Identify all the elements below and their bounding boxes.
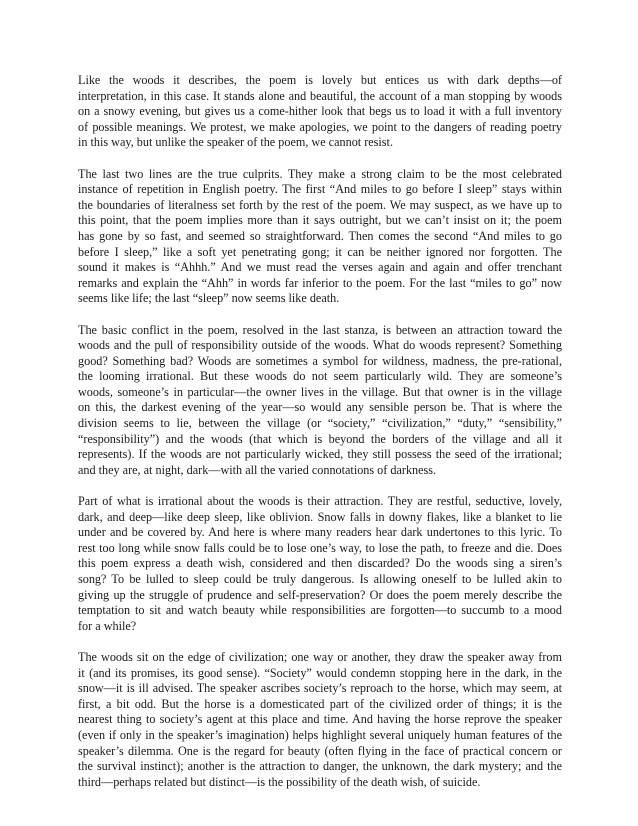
text-line: “responsibility”) and the woods (that which is beyond the borders of the village and all it: [78, 431, 562, 446]
paragraph-3: [78, 323, 562, 479]
text-line: represents). If the woods are not particularly wicked, they still possess the seed of the irrational;: [78, 447, 562, 462]
text-line: it (and its promises, its good sense). “Society” would condemn stopping here in the dark, in the: [78, 665, 562, 680]
text-line: on this, the darkest evening of the year—so would any sensible person be. That is where the: [78, 400, 562, 415]
text-line: woods, someone’s in particular—the owner lives in the village. But that owner is in the village: [78, 384, 562, 399]
paragraph-1: [78, 73, 562, 151]
text-line: third—perhaps related but distinct—is the possibility of the death wish, of suicide.: [78, 774, 481, 789]
text-line: for a while?: [78, 618, 137, 633]
paragraph-2: [78, 167, 562, 307]
text-line: the boundaries of literalness set forth by the rest of the poem. We may suspect, as we have up to: [78, 197, 562, 212]
text-line: first, a bit odd. But the horse is a domesticated part of the civilized order of things; it is the: [78, 696, 562, 711]
text-line: division seems to lie, between the village (or “society,” “civilization,” “duty,” “sensibility,”: [78, 416, 562, 431]
text-line: the survival instinct); another is the attraction to danger, the unknown, the dark mystery; and the: [78, 759, 562, 774]
text-line: the looming irrational. But these woods do not seem particularly wild. They are someone’s: [78, 369, 562, 384]
paragraph-4: [78, 494, 562, 634]
text-line: Like the woods it describes, the poem is lovely but entices us with dark depths—of: [78, 73, 562, 87]
text-line: The last two lines are the true culprits. They make a strong claim to be the most celebrated: [78, 166, 562, 181]
text-line: under and be covered by. And here is where many readers hear dark undertones to this lyric. To: [78, 525, 562, 540]
text-line: rest too long while snow falls could be to lose one’s way, to lose the path, to freeze and die. Does: [78, 540, 562, 555]
text-line: Part of what is irrational about the woods is their attraction. They are restful, seductive, lovely,: [78, 494, 562, 509]
text-line: and they are, at night, dark—with all the varied connotations of darkness.: [78, 462, 437, 477]
text-line: before I sleep,” like a soft yet penetrating gong; it can be neither ignored nor forgotten. The: [78, 244, 562, 259]
text-line: The basic conflict in the poem, resolved in the last stanza, is between an attraction toward the: [78, 322, 562, 337]
text-line: instance of repetition in English poetry. The first “And miles to go before I sleep” stays within: [78, 182, 562, 197]
text-line: (even if only in the speaker’s imagination) helps highlight several uniquely human features of the: [78, 727, 562, 742]
text-line: temptation to sit and watch beauty while responsibilities are forgotten—to succumb to a mood: [78, 603, 562, 618]
text-line: remarks and explain the “Ahh” in words far inferior to the poem. For the last “miles to go” now: [78, 275, 562, 290]
text-line: good? Something bad? Woods are sometimes a symbol for wildness, madness, the pre-rational,: [78, 353, 562, 368]
text-line: of possible meanings. We protest, we make apologies, we point to the dangers of reading poetry: [78, 119, 562, 134]
text-line: snow—it is ill advised. The speaker ascribes society’s reproach to the horse, which may seem, at: [78, 681, 562, 696]
text-line: nearest thing to society’s agent at this place and time. And having the horse reprove the speaker: [78, 712, 562, 727]
text-line: song? To be lulled to sleep could be truly dangerous. Is allowing oneself to be lulled akin to: [78, 572, 562, 586]
text-line: speaker’s dilemma. One is the regard for beauty (often flying in the face of practical concern or: [78, 743, 562, 758]
paragraph-5: [78, 650, 562, 790]
text-line: this point, that the poem implies more than it says outright, but we can’t insist on it; the poem: [78, 213, 562, 228]
text-line: on a snowy evening, but gives us a come-hither look that begs us to load it with a full inventory: [78, 104, 562, 119]
document-body: [78, 73, 562, 806]
text-line: interpretation, in this case. It stands alone and beautiful, the account of a man stopping by woods: [78, 88, 562, 103]
text-line: The woods sit on the edge of civilization; one way or another, they draw the speaker away from: [78, 649, 562, 664]
text-line: giving up the struggle of prudence and self-preservation? Or does the poem merely describe the: [78, 587, 562, 602]
text-line: in this way, but unlike the speaker of the poem, we cannot resist.: [78, 135, 393, 150]
text-line: seems like life; the last “sleep” now seems like death.: [78, 291, 340, 306]
text-line: has gone by so fast, and seemed so straightforward. Then comes the second “And miles to go: [78, 228, 562, 243]
text-line: this poem express a death wish, considered and then discarded? Do the woods sing a siren’s: [78, 556, 562, 571]
text-line: woods and the pull of responsibility outside of the woods. What do woods represent? Something: [78, 338, 562, 353]
text-line: sound it makes is “Ahhh.” And we must read the verses again and again and offer trenchant: [78, 260, 562, 275]
text-line: dark, and deep—like deep sleep, like oblivion. Snow falls in downy flakes, like a blanket to lie: [78, 509, 562, 524]
